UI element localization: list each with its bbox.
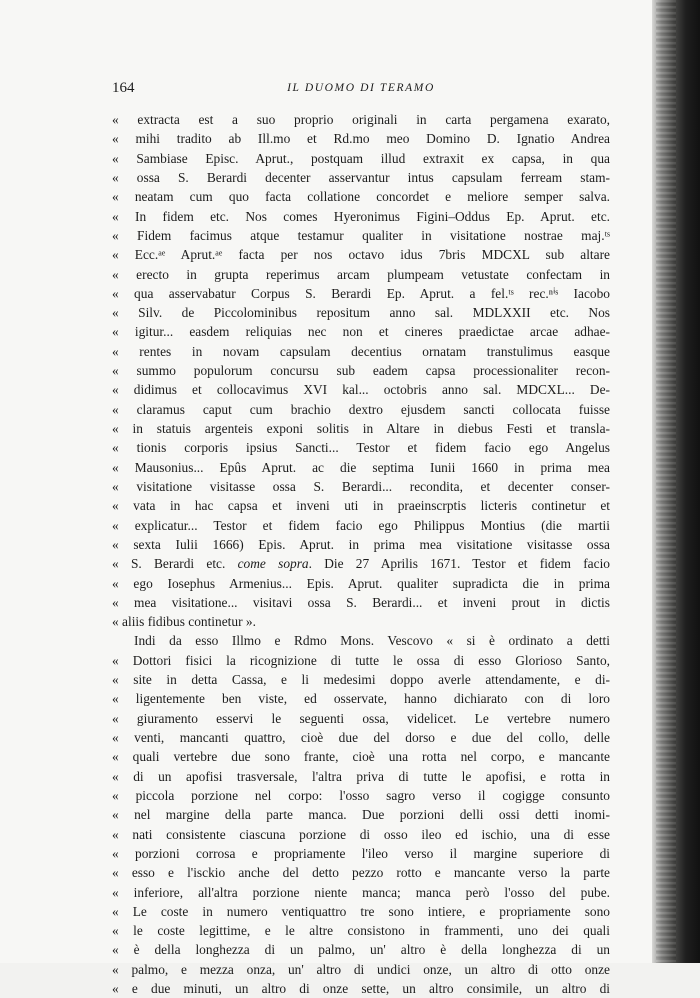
- text-line: « sexta Iulii 1666) Epis. Aprut. in prima mea visitatione visitasse ossa: [112, 536, 610, 552]
- text-line: « porzioni corrosa e propriamente l'ileo verso il margine superiore di: [112, 845, 610, 861]
- text-line: « giuramento esservi le seguenti ossa, videlicet. Le vertebre numero: [112, 710, 610, 726]
- text-line: « In fidem etc. Nos comes Hyeronimus Figini–Oddus Ep. Aprut. etc.: [112, 208, 610, 224]
- text-line: « igitur... easdem reliquias nec non et cineres praedictae arcae adhae-: [112, 324, 610, 340]
- text-line: « palmo, e mezza onza, un' altro di undici onze, un altro di otto onze: [112, 961, 610, 977]
- text-line: « è della longhezza di un palmo, un' altro è della longhezza di un: [112, 942, 610, 958]
- text-line: « erecto in grupta reperimus arcam plumpeam vetustate confectam in: [112, 266, 610, 282]
- text-line: « in statuis argenteis exponi solitis in Altare in diebus Festi et transla-: [112, 421, 610, 436]
- text-line: « Ecc.ᵃᵉ Aprut.ᵃᵉ facta per nos octavo idus 7bris MDCXL sub altare: [112, 247, 610, 263]
- book-spine-shadow: [652, 0, 700, 963]
- text-line: « ego Iosephus Armenius... Epis. Aprut. qualiter supradicta die in prima: [112, 575, 610, 591]
- text-line: « di un apofisi trasversale, l'altra priva di tutte le apofisi, e rotta in: [112, 768, 610, 784]
- text-line: « explicatur... Testor et fidem facio ego Philippus Montius (die martii: [112, 517, 610, 533]
- text-line: « rentes in novam capsulam decentius ornatam transtulimus easque: [112, 343, 610, 359]
- text-line: « quali vertebre due sono frante, cioè una rotta nel corpo, e mancante: [112, 749, 610, 765]
- page-header: [112, 80, 610, 100]
- text-line: « extracta est a suo proprio originali in carta pergamena exarato,: [112, 112, 610, 127]
- text-line: « nati consistente ciascuna porzione di osso ileo ed ischio, una di esse: [112, 826, 610, 842]
- text-line: « claramus caput cum brachio dextro ejusdem sancti collocata fuisse: [112, 401, 610, 417]
- text-line: « piccola porzione nel corpo: l'osso sagro verso il cogigge consunto: [112, 787, 610, 803]
- text-line: « S. Berardi etc. come sopra. Die 27 Aprilis 1671. Testor et fidem facio: [112, 556, 610, 572]
- text-line: « esso e l'isckio anche del detto pezzo rotto e mancante verso la parte: [112, 865, 610, 881]
- text-line: « Le coste in numero ventiquattro tre sono intiere, e propriamente sono: [112, 903, 610, 919]
- text-line: « inferiore, all'altra porzione niente manca; manca però l'osso del pube.: [112, 884, 610, 900]
- text-line: « ossa S. Berardi decenter asservantur intus capsulam ferream stam-: [112, 169, 610, 185]
- page-number: 164: [112, 80, 135, 96]
- text-line: « Fidem facimus atque testamur qualiter in visitatione nostrae maj.ᵗˢ: [112, 227, 610, 243]
- text-line: « summo populorum concursu sub eadem capsa processionaliter recon-: [112, 363, 610, 379]
- text-line: Indi da esso Illmo e Rdmo Mons. Vescovo « si è ordinato a detti: [134, 633, 610, 649]
- text-line: « e due minuti, un altro di onze sette, un altro consimile, un altro di: [112, 981, 610, 997]
- running-head: IL DUOMO DI TERAMO: [287, 82, 435, 94]
- text-line: « Sambiase Episc. Aprut., postquam illud extraxit ex capsa, in qua: [112, 150, 610, 166]
- text-line: « ligentemente ben viste, ed osservate, hanno dichiarato con di loro: [112, 691, 610, 707]
- text-line: « Dottori fisici la ricognizione di tutte le ossa di esso Glorioso Santo,: [112, 652, 610, 668]
- body-text: [112, 110, 610, 998]
- text-line: « neatam cum quo facta collatione concordet e meliore semper salva.: [112, 189, 610, 205]
- text-line: « le coste legittime, e le altre consistono in frammenti, uno dei quali: [112, 923, 610, 939]
- text-line: « venti, mancanti quattro, cioè due del dorso e due del collo, delle: [112, 730, 610, 745]
- text-line: « mea visitatione... visitavi ossa S. Berardi... et inveni prout in dictis: [112, 594, 610, 610]
- text-line: « aliis fidibus continetur ».: [112, 614, 256, 630]
- text-line: « tionis corporis ipsius Sancti... Testor et fidem facio ego Angelus: [112, 440, 610, 456]
- text-line: « qua asservabatur Corpus S. Berardi Ep. Aprut. a fel.ᵗˢ rec.ⁿⁱˢ Iacobo: [112, 285, 610, 301]
- text-line: « vata in hac capsa et inveni uti in praeinscrptis licteris continetur et: [112, 498, 610, 514]
- text-line: « didimus et collocavimus XVI kal... octobris anno sal. MDCXL... De-: [112, 382, 610, 398]
- text-line: « nel margine della parte manca. Due porzioni delli ossi detti inomi-: [112, 807, 610, 823]
- text-line: « visitatione visitasse ossa S. Berardi... recondita, et decenter conser-: [112, 478, 610, 494]
- text-line: « Mausonius... Epûs Aprut. ac die septima Iunii 1660 in prima mea: [112, 459, 610, 475]
- text-line: « Silv. de Piccolominibus repositum anno sal. MDLXXII etc. Nos: [112, 305, 610, 321]
- text-line: « mihi tradito ab Ill.mo et Rd.mo meo Domino D. Ignatio Andrea: [112, 131, 610, 147]
- text-line: « site in detta Cassa, e li medesimi doppo averle attendamente, e di-: [112, 672, 610, 688]
- italic-phrase: come sopra: [237, 556, 309, 572]
